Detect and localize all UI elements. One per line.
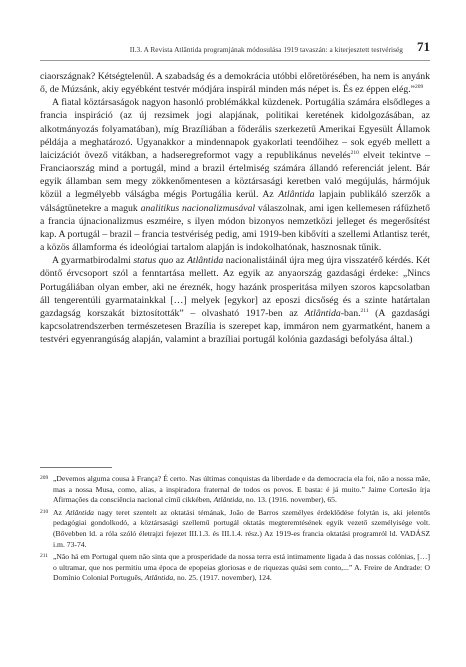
footnote-number: 209 [40,475,49,481]
footnote: 209 „Devemos alguma cousa à França? É certo. Nas últimas conquistas da liberdade e da democracia ela foi, não a nossa mãe, mas a nossa Musa, como, alias, a inspiradora fraternal de todos os povos. E basta: é já muito.” Jaime Cortesão írja Afirmações da consciência nacional című cikkében, Atlântida, no. 13. (1916. november), 65. [40,474,430,505]
paragraph: A gyarmatbirodalmi status quo az Atlântida nacionalistáinál újra meg újra visszatérő kérdés. Két döntő érvcsoport szól a fenntartása mellett. Az egyik az anyaország gazdasági érdeke: „Nincs Portugáliában olyan ember, aki ne éreznék, hogy hazánk prosperitása milyen szoros kapcsolatban áll tengerentúli gyarmatainkkal […] melyek [egykor] az eposzi dicsőség és a szinte határtalan gazdagság korszakát biztosították” – olvasható 1917-ben az Atlântida-ban.$^{211}$ (A gazdasági kapcsolatrendszerben természetesen Brazília is szerepet kap, immáron nem gyarmatként, hanem a testvéri egyenrangúság alapján, valamint a brazíliai portugál kolónia gazdasági befolyása által.) [40,255,430,346]
main-text [40,70,430,346]
running-title: II.3. A Revista Atlântida programjának módosulása 1919 tavaszán: a kiterjesztett testvériség [129,45,403,54]
footnote-number: 211 [40,553,49,560]
footnote-ref[interactable]: 210 [350,149,359,156]
footnote-ref[interactable]: 209 [415,84,424,91]
footnotes [40,474,430,586]
page-number: 71 [417,39,430,54]
footnote-divider [40,467,112,468]
footnote-ref[interactable]: 211 [360,307,369,314]
footnote-number: 210 [40,508,49,515]
paragraph: ciaországnak? Kétségtelenül. A szabadság és a demokrácia utóbbi előretörésében, ha nem is anyánk ő, de Múzsánk, akiy egyébként testvér módjára inspirál minden más népet is. És ez éppen elég.”$^{209}$ [40,71,430,96]
running-header [40,38,430,61]
footnote: 211 „Não há em Portugal quem não sinta que a prosperidade da nossa terra está intimamente ligada à das nossas colónias, […] o ultramar, que nos permitiu uma época de epopeias gloriosas e de riquezas quási sem conto,...” A. Freire de Andrade: O Domínio Colonial Português, Atlântida, no. 25. (1917. november), 124. [40,552,430,583]
paragraph: A fiatal köztársaságok nagyon hasonló problémákkal küzdenek. Portugália számára elsődleges a francia inspiráció (az új rezsimek jogi alapjának, politikai keretének kidolgozásában, az alkotmányozás folyamatában), míg Brazíliában a föderális szerkezetű Amerikai Egyesült Államok példája a meghatározó. Ugyanakkor a mindennapok gyakorlati teendőihez – sok egyéb mellett a laicizációt övező vitákban, a hadseregreformot vagy a republikánus nevelés$^{210}$ elveit tekintve – Franciaország mind a portugál, mind a brazil értelmiség számára állandó referenciát jelent. Bár egyik államban sem megy zökkenőmentesen a köztársasági keretben való megújulás, hármójuk közül a legmélyebb válságba mégis Portugália kerül. Az Atlântida lapjain publikáló szerzők a válságtünetekre a maguk analitikus nacionalizmusával válaszolnak, ami igen kellemesen ráfűzhető a francia újnacionalizmus eszméire, s ilyen módon bizonyos nemzetközi jelleget és megerősítést kap. A portugál – brazil – francia testvériség pedig, ami 1919-ben kibővíti a szellemi Atlantisz terét, a közös államforma és ideológiai tartalom alapján is indokolhatónak, hasznosnak tűnik. [40,97,430,254]
footnote: 210 Az Atlântida nagy teret szentelt az oktatási témának, João de Barros személyes érdeklődése folytán is, aki jelentős pedagógiai gondolkodó, a köztársasági szellemű portugál oktatás megteremtésének egyik vezető személyisége volt. (Bővebben ld. a róla szóló életrajzi fejezet III.1.3. és III.1.4. rész.) Az 1919-es francia oktatási programról ld. VADÁSZ i.m. 73-74. [40,507,430,549]
